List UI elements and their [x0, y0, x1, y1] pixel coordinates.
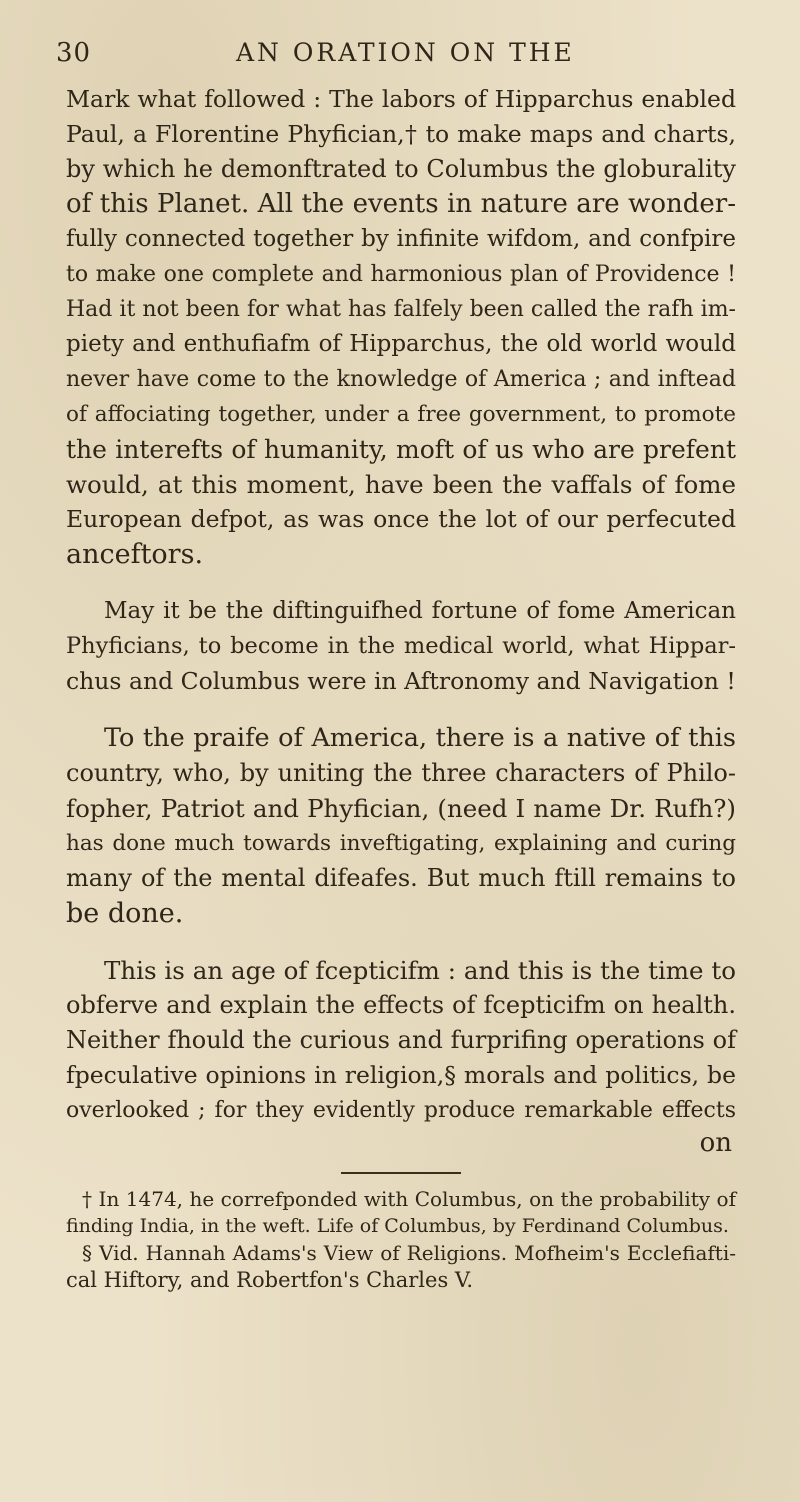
text-line: the interefts of humanity, moft of us who are prefent: [66, 435, 736, 464]
footnote-rule: [341, 1172, 461, 1174]
text-line: Mark what followed : The labors of Hipparchus enabled: [66, 85, 736, 113]
text-line: To the praife of America, there is a native of this: [104, 723, 736, 753]
text-line: country, who, by uniting the three characters of Philo-: [66, 759, 736, 787]
footnote-line: finding India, in the weft. Life of Columbus, by Ferdinand Columbus.: [66, 1215, 729, 1237]
body-text: [66, 82, 736, 1294]
text-line: European defpot, as was once the lot of our perfecuted: [66, 505, 736, 533]
catchword-row: [66, 1128, 736, 1162]
text-line: never have come to the knowledge of America ; and inftead: [66, 367, 736, 392]
text-line: This is an age of fcepticifm : and this is the time to: [104, 956, 736, 985]
footnote-line: § Vid. Hannah Adams's View of Religions. Mofheim's Ecclefiafti-: [82, 1241, 736, 1265]
text-line: fpeculative opinions in religion,§ morals and politics, be: [66, 1061, 736, 1089]
text-line: fopher, Patriot and Phyfician, (need I name Dr. Rufh?): [66, 794, 736, 823]
paragraph-american-physicians: [66, 594, 736, 699]
text-line: Phyficians, to become in the medical world, what Hippar-: [66, 633, 736, 659]
text-line: has done much towards inveftigating, explaining and curing: [66, 831, 736, 856]
text-line: of this Planet. All the events in nature are wonder-: [66, 189, 736, 219]
footnote-line: cal Hiftory, and Robertfon's Charles V.: [66, 1268, 474, 1292]
text-line: obferve and explain the effects of fcepticifm on health.: [66, 991, 736, 1019]
text-line: chus and Columbus were in Aftronomy and Navigation !: [66, 667, 736, 695]
text-line: many of the mental difeafes. But much ftill remains to: [66, 864, 736, 892]
footnotes: [66, 1186, 736, 1294]
text-line: fully connected together by infinite wifdom, and confpire: [66, 226, 736, 252]
catchword: on: [699, 1128, 732, 1158]
page-header: [56, 38, 756, 78]
text-line: anceftors.: [66, 539, 204, 570]
text-line: May it be the diftinguifhed fortune of fome American: [104, 598, 736, 624]
footnote-line: † In 1474, he correfponded with Columbus, on the probability of: [82, 1187, 736, 1211]
text-line: of affociating together, under a free government, to promote: [66, 402, 736, 427]
text-line: to make one complete and harmonious plan of Providence !: [66, 262, 736, 287]
text-line: Paul, a Florentine Phyfician,† to make maps and charts,: [66, 120, 736, 148]
page-number: 30: [56, 38, 92, 68]
text-line: Neither fhould the curious and furprifing operations of: [66, 1026, 736, 1054]
paragraph-praise-of-america: [66, 721, 736, 931]
text-line: by which he demonftrated to Columbus the globurality: [66, 155, 736, 183]
text-line: would, at this moment, have been the vaffals of fome: [66, 470, 736, 499]
paragraph-hipparchus: [66, 82, 736, 572]
running-head: AN ORATION ON THE: [236, 38, 575, 67]
text-line: piety and enthufiafm of Hipparchus, the old world would: [66, 331, 736, 357]
text-line: be done.: [66, 898, 184, 929]
text-line: Had it not been for what has falfely been called the rafh im-: [66, 297, 736, 322]
paragraph-scepticism: [66, 953, 736, 1128]
text-line: overlooked ; for they evidently produce remarkable effects: [66, 1098, 736, 1123]
